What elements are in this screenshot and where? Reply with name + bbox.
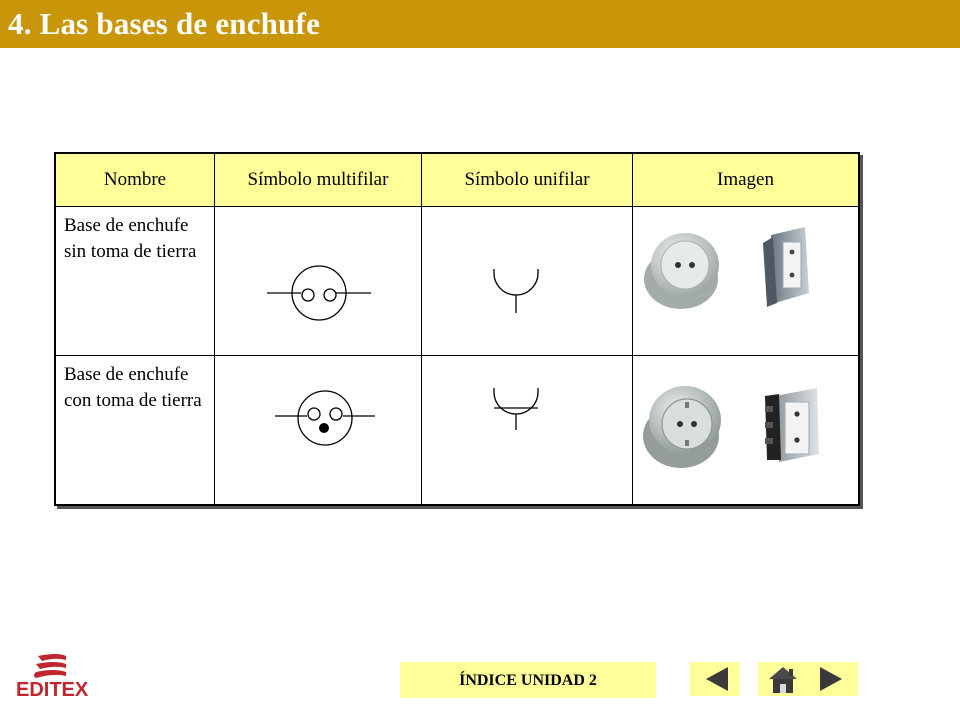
editex-logo [14, 648, 94, 700]
editex-logo-mark [14, 648, 94, 700]
unifilar-socket-earth-symbol [422, 356, 632, 498]
home-icon [758, 662, 808, 696]
multifilar-socket-earth-symbol [215, 356, 421, 498]
previous-arrow-icon [690, 662, 740, 696]
title-bar [0, 0, 960, 48]
multifilar-symbol-cell [215, 207, 422, 356]
next-arrow-icon [808, 662, 858, 696]
image-cell [633, 207, 860, 356]
row-name-cell: Base de enchufe con toma de tierra [55, 356, 215, 506]
header-nombre: Nombre [55, 153, 215, 207]
slide-title: 4. Las bases de enchufe [8, 6, 321, 41]
index-unidad-button[interactable]: ÍNDICE UNIDAD 2 [400, 662, 656, 698]
previous-button[interactable] [690, 662, 740, 696]
header-simbolo-unifilar: Símbolo unifilar [422, 153, 633, 207]
socket-earth-photos [633, 356, 858, 498]
row-name-cell: Base de enchufe sin toma de tierra [55, 207, 215, 356]
header-imagen: Imagen [633, 153, 860, 207]
unifilar-socket-no-earth-symbol [422, 207, 632, 349]
multifilar-symbol-cell [215, 356, 422, 506]
editex-logo-text: EDITEX [16, 679, 89, 700]
header-simbolo-multifilar: Símbolo multifilar [215, 153, 422, 207]
home-button[interactable] [758, 662, 808, 696]
table-row [55, 207, 859, 356]
unifilar-symbol-cell [422, 356, 633, 506]
socket-no-earth-photos [633, 207, 858, 349]
multifilar-socket-no-earth-symbol [215, 207, 421, 349]
image-cell [633, 356, 860, 506]
table-header-row [55, 153, 859, 207]
next-button[interactable] [808, 662, 858, 696]
table-row [55, 356, 859, 506]
unifilar-symbol-cell [422, 207, 633, 356]
sockets-table [54, 152, 860, 506]
